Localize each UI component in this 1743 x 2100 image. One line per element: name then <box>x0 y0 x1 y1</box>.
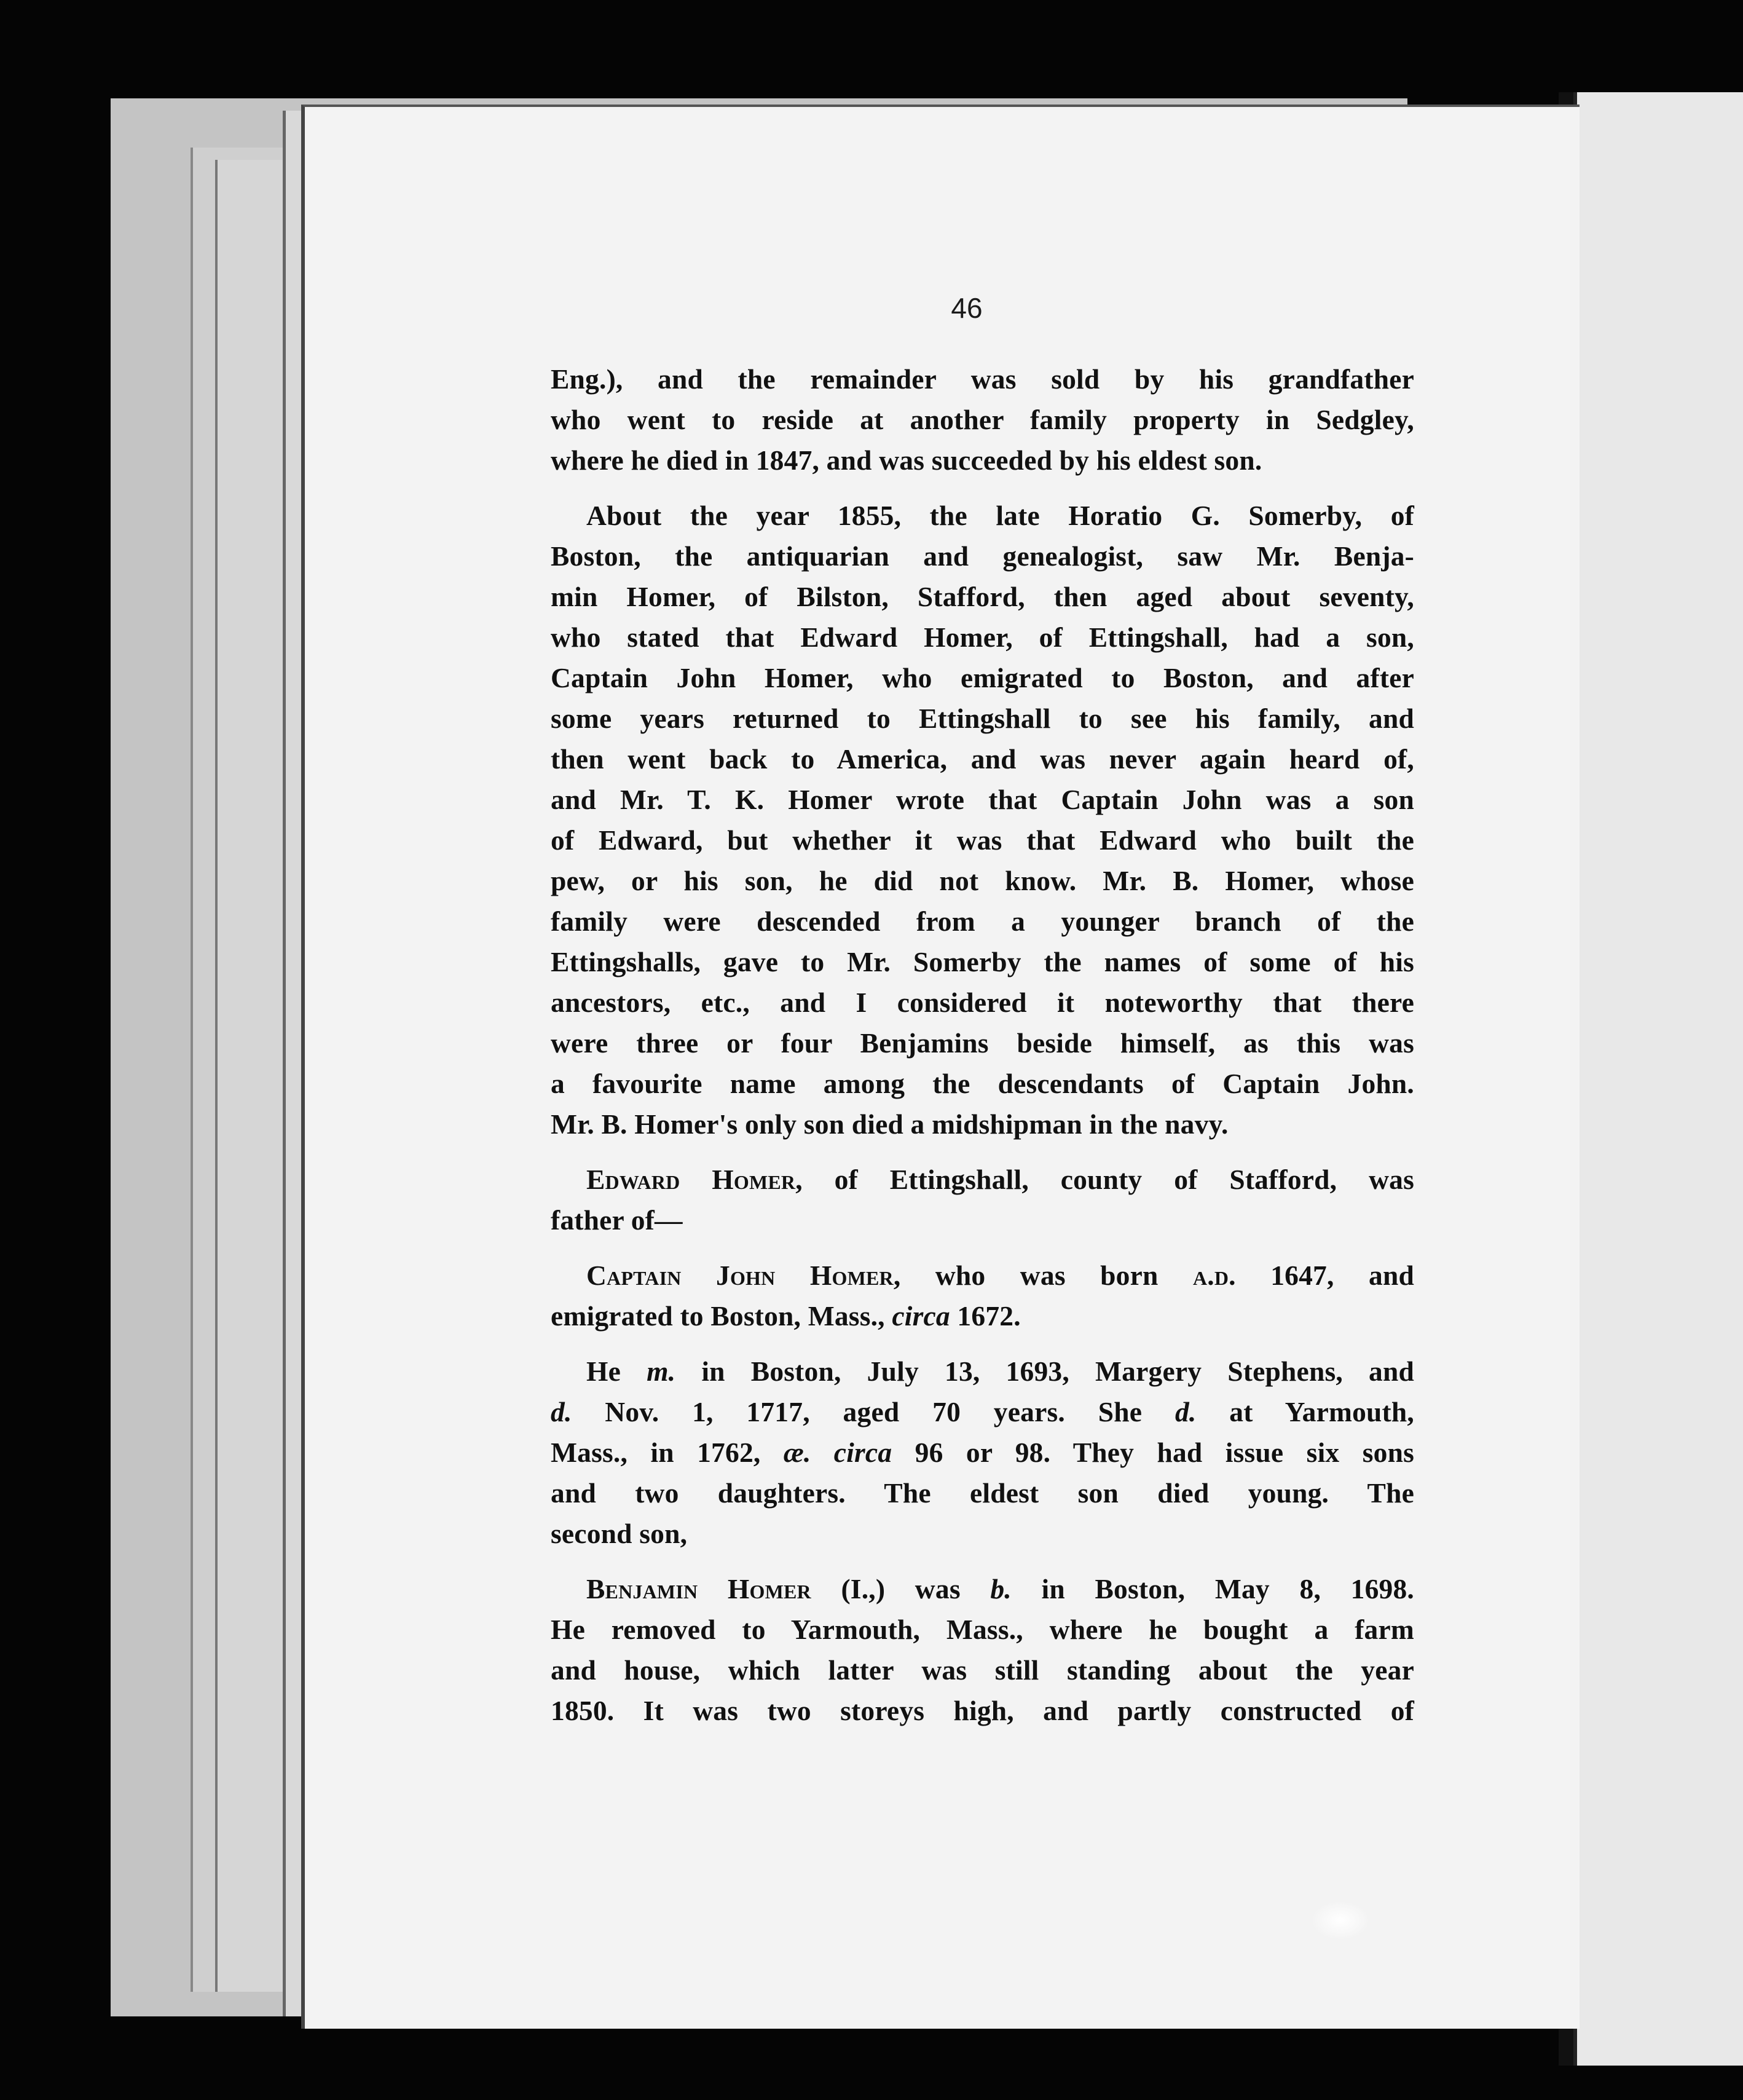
text-line <box>551 1159 1414 1200</box>
text-span: Nov. 1, 1717, aged 70 years. She <box>572 1396 1175 1427</box>
paragraph <box>551 1569 1414 1731</box>
text-line: Boston, the antiquarian and genealogist, saw Mr. Benja- <box>551 540 1414 572</box>
text-line: Ettingshalls, gave to Mr. Somerby the names of some of his <box>551 946 1414 977</box>
text-line: About the year 1855, the late Horatio G. Somerby, of <box>586 500 1414 531</box>
text-span: m. <box>647 1356 676 1387</box>
text-line: and two daughters. The eldest son died young. The <box>551 1477 1414 1509</box>
text-line: who went to reside at another family property in Sedgley, <box>551 404 1414 435</box>
paragraph <box>551 1351 1414 1554</box>
text-line <box>551 1296 1414 1336</box>
text-line <box>551 1351 1414 1392</box>
text-span: He <box>586 1356 647 1387</box>
paragraph <box>551 359 1414 481</box>
page-text <box>551 359 1414 1746</box>
text-line: then went back to America, and was never again heard of, <box>551 743 1414 775</box>
text-span: æ. circa <box>783 1437 892 1468</box>
text-line: Captain John Homer, who emigrated to Boston, and after <box>551 662 1414 693</box>
text-span: , who was born <box>893 1260 1193 1291</box>
paragraph <box>551 1255 1414 1336</box>
paragraph <box>551 1159 1414 1241</box>
page-number: 46 <box>951 292 983 324</box>
text-line: He removed to Yarmouth, Mass., where he bought a farm <box>551 1614 1414 1645</box>
text-span: at Yarmouth, <box>1196 1396 1414 1427</box>
text-line: 1850. It was two storeys high, and partly constructed of <box>551 1695 1414 1726</box>
text-span: 96 or 98. They had issue six sons <box>892 1437 1414 1468</box>
text-span: Mass., in 1762, <box>551 1437 784 1468</box>
text-line <box>551 1432 1414 1473</box>
text-line: pew, or his son, he did not know. Mr. B. Homer, whose <box>551 865 1414 896</box>
text-line: some years returned to Ettingshall to see his family, and <box>551 703 1414 734</box>
text-span: d. <box>551 1396 572 1427</box>
name-lead: Captain John Homer <box>586 1260 894 1291</box>
text-line <box>551 1392 1414 1432</box>
text-span: circa <box>892 1300 950 1332</box>
paper-blemish <box>1313 1902 1368 1939</box>
text-span: b. <box>990 1573 1012 1605</box>
text-line <box>551 1569 1414 1609</box>
text-line: where he died in 1847, and was succeeded by his eldest son. <box>551 444 1262 476</box>
text-span: in Boston, May 8, 1698. <box>1011 1573 1415 1605</box>
text-span: (I.,) was <box>811 1573 991 1605</box>
text-span: 1672. <box>950 1300 1021 1332</box>
text-line: who stated that Edward Homer, of Ettingshall, had a son, <box>551 622 1414 653</box>
text-span: in Boston, July 13, 1693, Margery Stephens, and <box>675 1356 1414 1387</box>
text-line: min Homer, of Bilston, Stafford, then aged about seventy, <box>551 581 1414 612</box>
text-line: father of— <box>551 1204 683 1236</box>
text-line: were three or four Benjamins beside himself, as this was <box>551 1027 1414 1059</box>
text-span: 1647, and <box>1235 1260 1414 1291</box>
facing-page-edge <box>1573 92 1743 2066</box>
text-span: emigrated to Boston, Mass., <box>551 1300 892 1332</box>
text-line <box>551 1255 1414 1296</box>
book-page <box>301 105 1580 2029</box>
text-span: d. <box>1174 1396 1197 1427</box>
text-span: , of Ettingshall, county of Stafford, was <box>795 1164 1414 1195</box>
text-line: ancestors, etc., and I considered it noteworthy that there <box>551 987 1414 1018</box>
paragraph <box>551 495 1414 1145</box>
text-line: and house, which latter was still standing about the year <box>551 1654 1414 1686</box>
name-lead: Benjamin Homer <box>586 1573 811 1605</box>
text-line: Eng.), and the remainder was sold by his grandfather <box>551 363 1414 395</box>
name-lead: Edward Homer <box>586 1164 796 1195</box>
text-line: and Mr. T. K. Homer wrote that Captain John was a son <box>551 784 1414 815</box>
text-line: family were descended from a younger branch of the <box>551 906 1414 937</box>
text-line: second son, <box>551 1518 688 1549</box>
text-line: a favourite name among the descendants of Captain John. <box>551 1068 1414 1099</box>
text-span: a.d. <box>1192 1260 1236 1291</box>
text-line: Mr. B. Homer's only son died a midshipman in the navy. <box>551 1108 1229 1140</box>
text-line: of Edward, but whether it was that Edward who built the <box>551 824 1414 856</box>
